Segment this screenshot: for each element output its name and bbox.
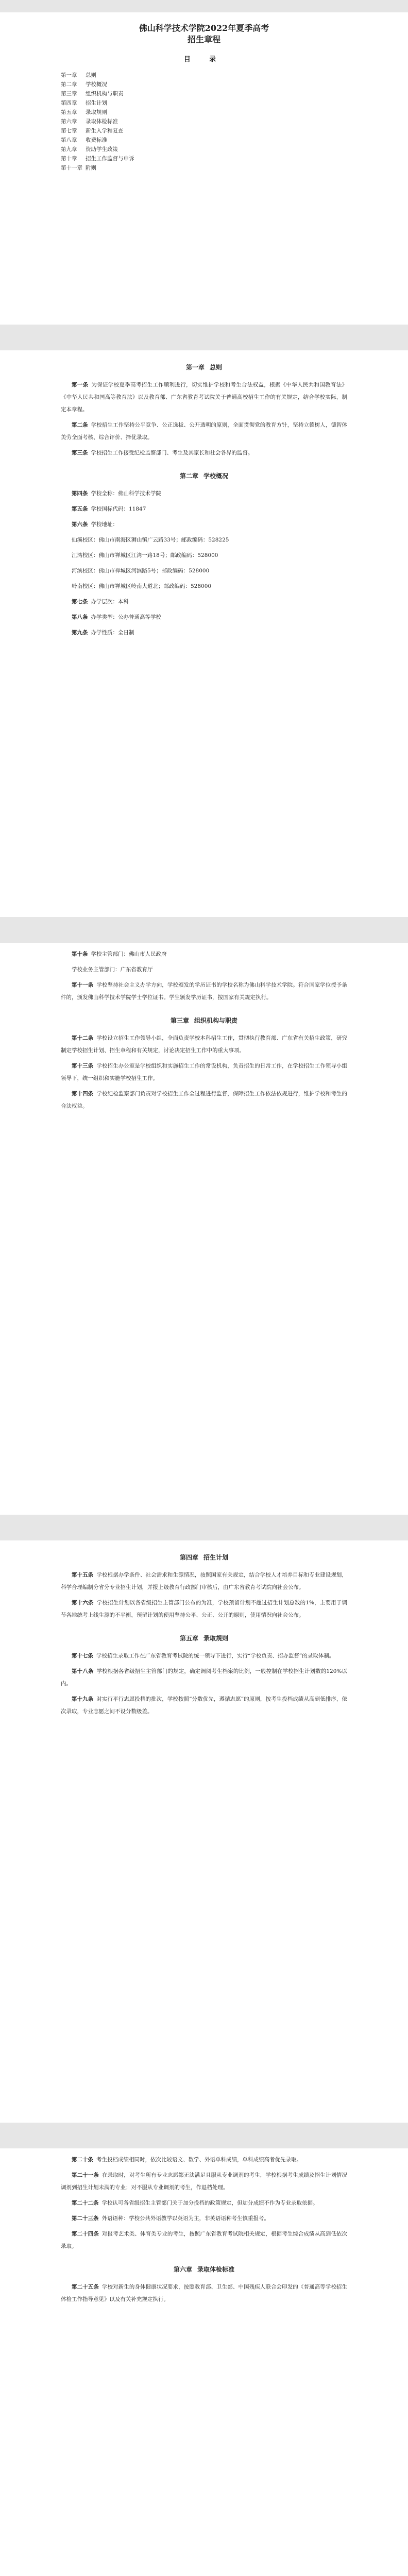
chapter-heading: 第二章 学校概况 bbox=[179, 472, 229, 480]
article: 第十三条 学校招生办公室是学校组织和实施招生工作的常设机构，负责招生的日常工作，在学校招生工作领导小组领导下，统一组织和实施学校招生工作。 bbox=[61, 1063, 347, 1081]
article: 第三条 学校招生工作接受纪检监察部门、考生及其家长和社会各界的监督。 bbox=[72, 450, 253, 456]
article: 第二十条 考生投档成绩相同时，依次比较语文、数学、外语单科成绩，单科成绩高者优先录取。 bbox=[72, 2157, 302, 2163]
toc-list bbox=[61, 71, 347, 173]
chapter-heading: 第三章 组织机构与职责 bbox=[170, 1017, 238, 1024]
campus-address: 仙溪校区：佛山市南海区狮山镇广云路33号；邮政编码：528225 bbox=[72, 537, 229, 543]
toc-item: 第七章 新生入学和复查 bbox=[61, 128, 124, 134]
article: 第二十二条 学校认可各省级招生主管部门关于加分投档的政策规定，但加分成绩不作为专业录取依据。 bbox=[72, 2200, 318, 2206]
article: 第十九条 对实行平行志愿投档的批次，学校按照“分数优先，遵循志愿”的原则，按考生投档成绩从高到低排序，依次录取，专业志愿之间不设分数级差。 bbox=[61, 1696, 348, 1715]
toc-item: 第三章 组织机构与职责 bbox=[61, 91, 124, 97]
page-cover bbox=[0, 12, 408, 325]
article: 第十四条 学校纪检监察部门负责对学校招生工作全过程进行监督，保障招生工作依法依规进行，维护学校和考生的合法权益。 bbox=[61, 1091, 347, 1109]
toc-item: 第四章 招生计划 bbox=[61, 100, 107, 106]
article: 第十六条 学校招生计划以各省级招生主管部门公布的为准，学校预留计划不超过招生计划总数的1%，主要用于调节各地统考上线生源的不平衡，预留计划的使用坚持公平、公正、公开的原则，使用情况向社会公布。 bbox=[61, 1600, 348, 1618]
page-5 bbox=[0, 2148, 408, 2576]
campus-address: 江湾校区：佛山市禅城区江湾一路18号；邮政编码：528000 bbox=[72, 552, 218, 558]
article: 第六条 学校地址： bbox=[72, 521, 118, 528]
page-3 bbox=[0, 943, 408, 1515]
document-title: 佛山科学技术学院2022年夏季高考 bbox=[139, 23, 269, 33]
page-4 bbox=[0, 1540, 408, 2123]
article: 第十条 学校主管部门：佛山市人民政府 bbox=[72, 951, 167, 957]
article: 第一条 为保证学校夏季高考招生工作顺利进行，切实维护学校和考生合法权益，根据《中华人民共和国教育法》《中华人民共和国高等教育法》以及教育部、广东省教育考试院关于普通高校招生工作的有关规定，结合学校实际，制定本章程。 bbox=[61, 382, 347, 413]
article: 第十五条 学校根据办学条件、社会需求和生源情况，按照国家有关规定，结合学校人才培养目标和专业建设规划，科学合理编制分省分专业招生计划，并报上级教育行政部门审核后，由广东省教育考试院向社会公布。 bbox=[61, 1572, 347, 1590]
toc-item: 第一章 总则 bbox=[61, 72, 96, 78]
chapter-heading: 第一章 总则 bbox=[185, 364, 223, 371]
article: 第十七条 学校招生录取工作在广东省教育考试院的统一领导下进行，实行“学校负责、招办监督”的录取体制。 bbox=[72, 1653, 335, 1659]
toc-heading: 目 录 bbox=[183, 56, 225, 63]
campus-address: 岭南校区：佛山市禅城区岭南大道北；邮政编码：528000 bbox=[72, 583, 212, 589]
page-2 bbox=[0, 350, 408, 917]
toc-item: 第十章 招生工作监督与申诉 bbox=[61, 156, 134, 162]
article: 第九条 办学性质：全日制 bbox=[72, 630, 134, 636]
article: 第十二条 学校设立招生工作领导小组，全面负责学校本科招生工作，贯彻执行教育部、广东省有关招生政策，研究制定学校招生计划、招生章程和有关规定，讨论决定招生工作中的重大事项。 bbox=[61, 1035, 347, 1054]
toc-item: 第十一章 附则 bbox=[61, 165, 96, 171]
chapter-heading: 第五章 录取规则 bbox=[179, 1635, 229, 1642]
article: 第八条 办学类型：公办普通高等学校 bbox=[72, 614, 161, 620]
document-subtitle: 招生章程 bbox=[187, 35, 220, 44]
article-continued: 学校业务主管部门：广东省教育厅 bbox=[72, 967, 153, 973]
toc-item: 第八章 收费标准 bbox=[61, 137, 107, 143]
article: 第二十三条 外语语种：学校公共外语教学以英语为主，非英语语种考生慎重报考。 bbox=[72, 2215, 269, 2222]
chapter-heading: 第四章 招生计划 bbox=[179, 1554, 229, 1561]
chapter-heading: 第六章 录取体检标准 bbox=[173, 2266, 235, 2273]
article: 第二条 学校招生工作坚持公平竞争、公正选拔、公开透明的原则，全面贯彻党的教育方针，坚持立德树人，德智体美劳全面考核、综合评价、择优录取。 bbox=[61, 422, 348, 440]
toc-item: 第九章 资助学生政策 bbox=[61, 146, 118, 152]
toc-item: 第六章 录取体检标准 bbox=[61, 118, 118, 125]
article: 第十一条 学校坚持社会主义办学方向，学校颁发的学历证书的学校名称为佛山科学技术学院。符合国家学位授予条件的，颁发佛山科学技术学院学士学位证书。学生颁发学历证书，按国家有关规定执行。 bbox=[61, 982, 347, 1001]
campus-address: 河滨校区：佛山市禅城区河滨路5号；邮政编码：528000 bbox=[72, 568, 210, 574]
article: 第四条 学校全称：佛山科学技术学院 bbox=[72, 490, 161, 497]
article: 第二十一条 在录取时，对考生所有专业志愿都无法满足且服从专业调剂的考生，学校根据考生成绩及招生计划情况调剂到招生计划未满的专业；对不服从专业调剂的考生，作退档处理。 bbox=[61, 2172, 348, 2191]
article: 第二十四条 对报考艺术类、体育类专业的考生，按照广东省教育考试院相关规定，根据考生综合成绩从高到低依次录取。 bbox=[61, 2231, 348, 2249]
article: 第十八条 学校根据各省级招生主管部门的规定，确定调阅考生档案的比例，一般控制在学校招生计划数的120%以内。 bbox=[61, 1668, 347, 1687]
article: 第七条 办学层次：本科 bbox=[72, 599, 129, 605]
toc-item: 第五章 录取规则 bbox=[61, 109, 107, 115]
article: 第二十五条 学校对新生的身体健康状况要求，按照教育部、卫生部、中国残疾人联合会印发的《普通高等学校招生体检工作指导意见》以及有关补充规定执行。 bbox=[61, 2284, 348, 2302]
article: 第五条 学校国标代码：11847 bbox=[72, 506, 146, 512]
toc-item: 第二章 学校概况 bbox=[61, 81, 107, 88]
